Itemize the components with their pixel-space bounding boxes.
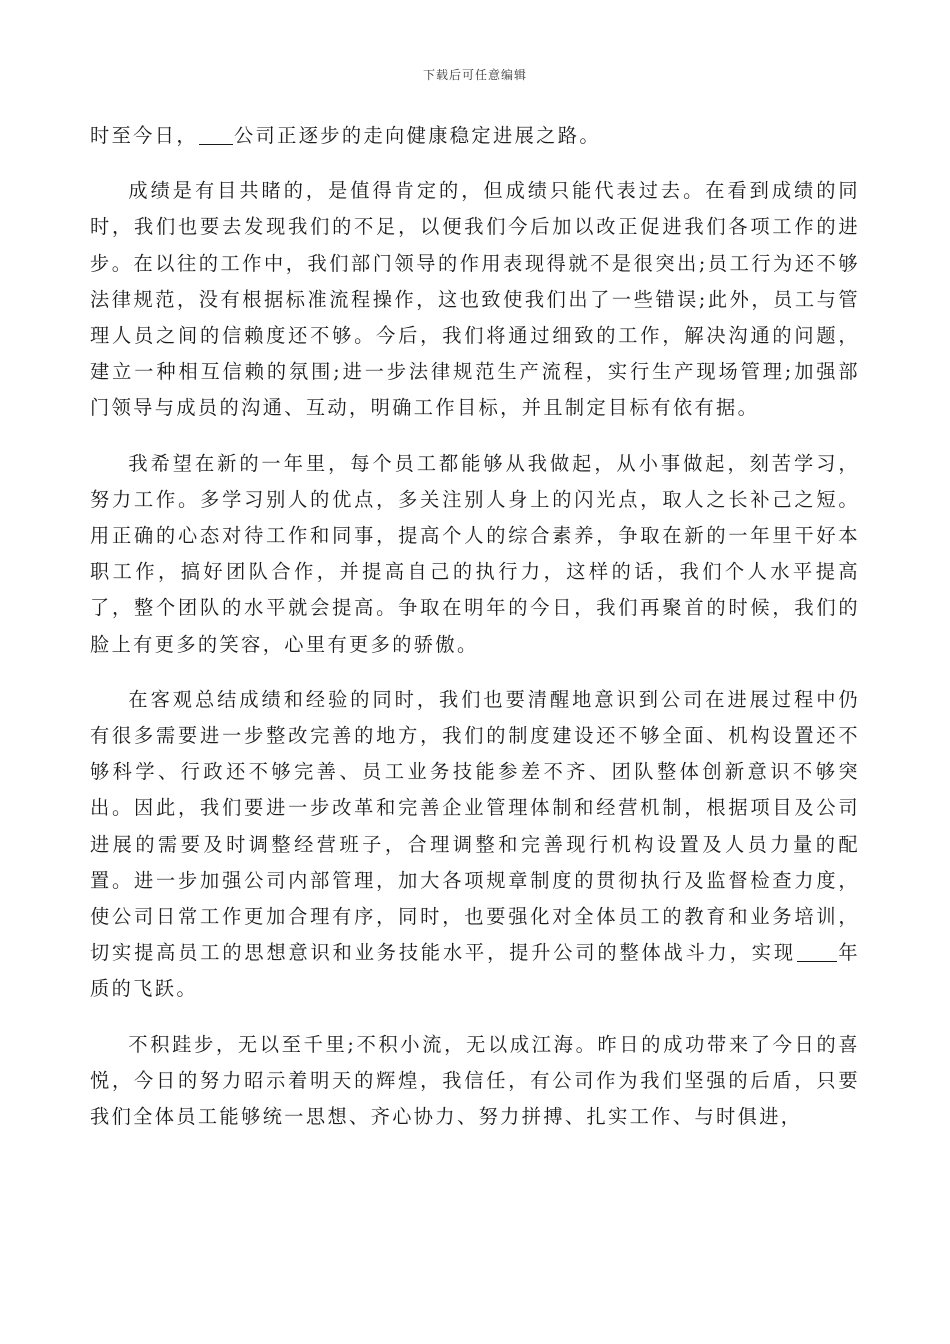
paragraph-text: 我希望在新的一年里，每个员工都能够从我做起，从小事做起，刻苦学习，努力工作。多学习别人的优点，多关注别人身上的闪光点，取人之长补己之短。用正确的心态对待工作和同事，提高个人的综合素养，争取在新的一年里干好本职工作，搞好团队合作，并提高自己的执行力，这样的话，我们个人水平提高了，整个团队的水平就会提高。争取在明年的今日，我们再聚首的时候，我们的脸上有更多的笑容，心里有更多的骄傲。	[90, 451, 860, 656]
paragraph-text: 年质的飞跃。	[90, 941, 860, 1001]
paragraph-text: 不积跬步，无以至千里;不积小流，无以成江海。昨日的成功带来了今日的喜悦，今日的努力昭示着明天的辉煌，我信任，有公司作为我们坚强的后盾，只要我们全体员工能够统一思想、齐心协力、努力拼搏、扎实工作、与时俱进，	[90, 1032, 860, 1129]
fill-in-blank	[199, 124, 233, 145]
paragraph-4	[90, 682, 860, 1008]
paragraph-3	[90, 446, 860, 663]
paragraph-text: 成绩是有目共睹的，是值得肯定的，但成绩只能代表过去。在看到成绩的同时，我们也要去发现我们的不足，以便我们今后加以改正促进我们各项工作的进步。在以往的工作中，我们部门领导的作用表现得就不是很突出;员工行为还不够法律规范，没有根据标准流程操作，这也致使我们出了一些错误;此外，员工与管理人员之间的信赖度还不够。今后，我们将通过细致的工作，解决沟通的问题，建立一种相互信赖的氛围;进一步法律规范生产流程，实行生产现场管理;加强部门领导与成员的沟通、互动，明确工作目标，并且制定目标有依有据。	[90, 179, 860, 420]
paragraph-1	[90, 118, 860, 154]
paragraph-text: 在客观总结成绩和经验的同时，我们也要清醒地意识到公司在进展过程中仍有很多需要进一步整改完善的地方，我们的制度建设还不够全面、机构设置还不够科学、行政还不够完善、员工业务技能参差不齐、团队整体创新意识不够突出。因此，我们要进一步改革和完善企业管理体制和经营机制，根据项目及公司进展的需要及时调整经营班子，合理调整和完善现行机构设置及人员力量的配置。进一步加强公司内部管理，加大各项规章制度的贯彻执行及监督检查力度，使公司日常工作更加合理有序，同时，也要强化对全体员工的教育和业务培训，切实提高员工的思想意识和业务技能水平，提升公司的整体战斗力，实现	[90, 687, 860, 965]
paragraph-2	[90, 173, 860, 426]
paragraph-text: 时至今日，	[90, 124, 198, 147]
paragraph-5	[90, 1027, 860, 1136]
fill-in-blank	[797, 941, 837, 962]
paragraph-text: 公司正逐步的走向健康稳定进展之路。	[233, 124, 601, 147]
document-body	[90, 118, 860, 1154]
page-header: 下载后可任意编辑	[422, 68, 527, 82]
